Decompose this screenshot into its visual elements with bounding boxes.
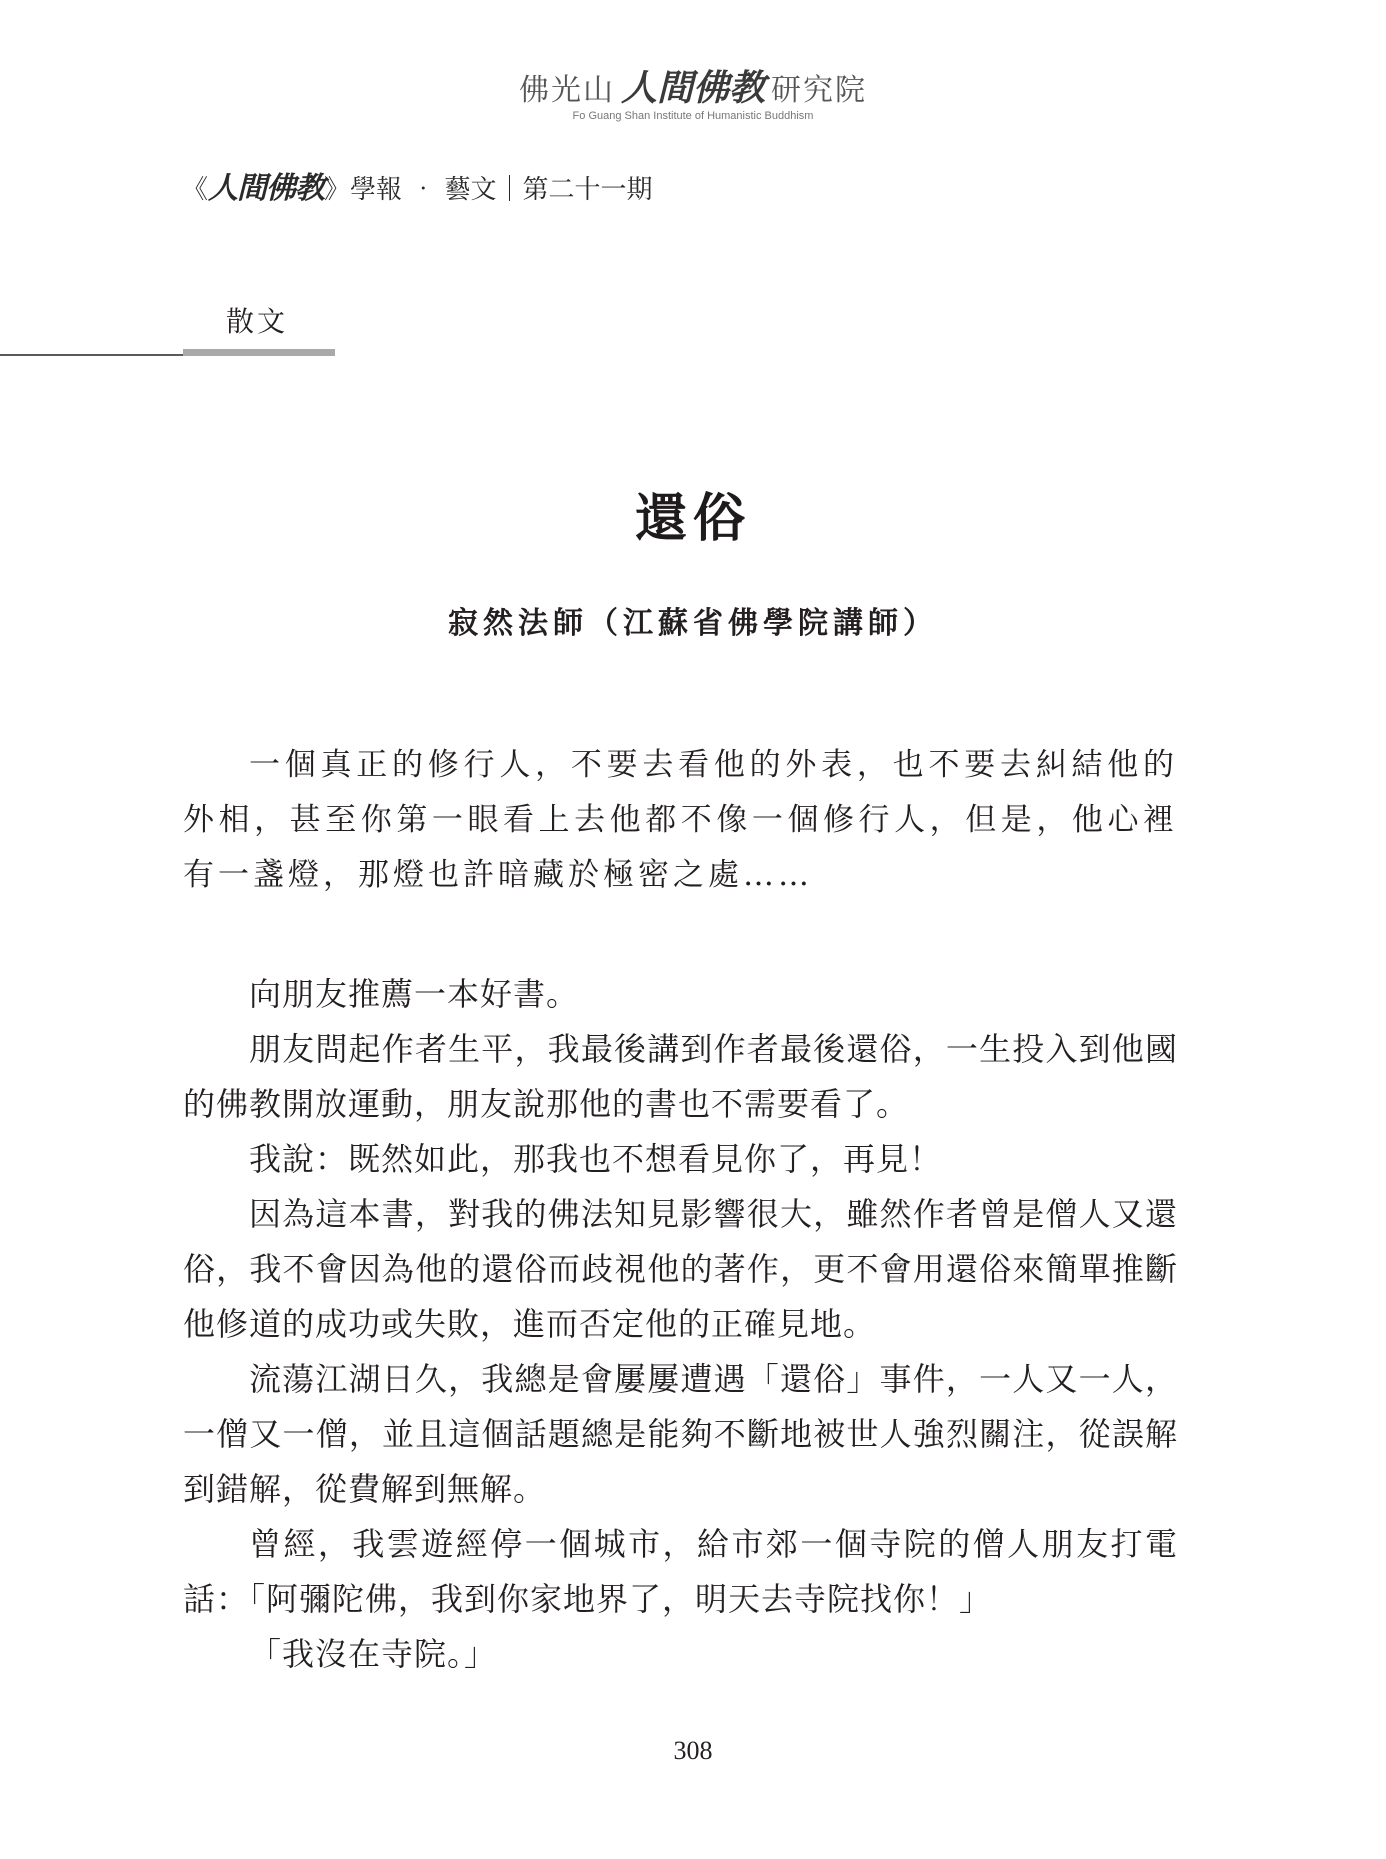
institute-brand-logo: 人間佛教 — [620, 67, 765, 109]
institute-suffix: 研究院 — [771, 73, 867, 108]
institute-english-name: Fo Guang Shan Institute of Humanistic Buddhism — [572, 110, 814, 122]
body-paragraph: 曾經，我雲遊經停一個城市，給市郊一個寺院的僧人朋友打電話：「阿彌陀佛，我到你家地界了，明天去寺院找你！」 — [183, 1526, 1178, 1617]
institute-prefix: 佛光山 — [518, 73, 615, 108]
section-label: 散文 — [226, 305, 289, 338]
journal-running-head — [182, 163, 653, 207]
body-paragraph: 朋友問起作者生平，我最後講到作者最後還俗，一生投入到他國的佛教開放運動，朋友說那他的書也不需要看了。 — [183, 1031, 1178, 1122]
article-author: 寂然法師（江蘇省佛學院講師） — [448, 606, 938, 641]
section-underline-bar — [183, 349, 335, 356]
journal-issue-info: 》學報 ‧ 藝文｜第二十一期 — [324, 175, 653, 205]
body-paragraph: 流蕩江湖日久，我總是會屢屢遭遇「還俗」事件，一人又一人，一僧又一僧，並且這個話題總是能夠不斷地被世人強烈關注，從誤解到錯解，從費解到無解。 — [183, 1361, 1178, 1507]
journal-brand-logo: 人間佛教 — [208, 171, 325, 206]
body-paragraph: 我說：既然如此，那我也不想看見你了，再見！ — [249, 1141, 943, 1177]
intro-paragraph: 一個真正的修行人，不要去看他的外表，也不要去糾結他的外相，甚至你第一眼看上去他都不像一個修行人，但是，他心裡有一盞燈，那燈也許暗藏於極密之處…… — [183, 747, 1178, 893]
body-paragraph: 因為這本書，對我的佛法知見影響很大，雖然作者曾是僧人又還俗，我不會因為他的還俗而歧視他的著作，更不會用還俗來簡單推斷他修道的成功或失敗，進而否定他的正確見地。 — [183, 1196, 1178, 1342]
article-title: 還俗 — [634, 488, 751, 549]
journal-open-bracket: 《 — [182, 175, 209, 205]
body-paragraph: 向朋友推薦一本好書。 — [249, 976, 580, 1012]
page-number: 308 — [673, 1736, 713, 1765]
body-paragraph: 「我沒在寺院。」 — [249, 1636, 498, 1672]
institute-header — [0, 60, 1386, 111]
article-body — [183, 967, 1178, 1682]
article-intro — [183, 738, 1178, 903]
